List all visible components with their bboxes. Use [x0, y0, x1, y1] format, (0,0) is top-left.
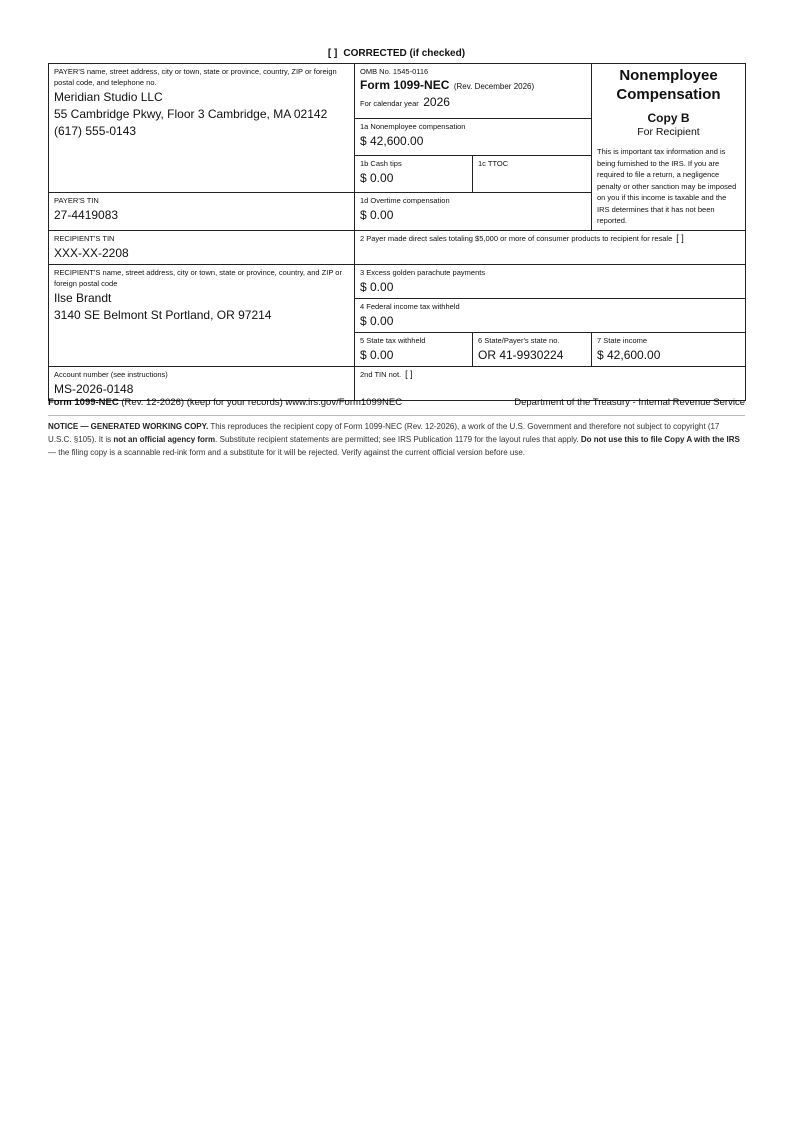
second-tin-checkbox[interactable]: [ ]: [405, 368, 413, 379]
form-name: Form 1099-NEC: [360, 78, 450, 92]
notice-part3: — the filing copy is a scannable red-ink form and a substitute for it will be rejected. Verify against the current official version before use.: [48, 448, 525, 457]
box-1c: [473, 156, 592, 193]
form-title-line2: Compensation: [616, 86, 721, 103]
payer-tin-label: PAYER'S TIN: [54, 196, 99, 206]
recipient-tin-cell: [49, 230, 355, 264]
second-tin-cell: [355, 366, 746, 400]
notice-part2: . Substitute recipient statements are permitted; see IRS Publication 1179 for the layout rules that apply.: [215, 435, 581, 444]
box-5-label: 5 State tax withheld: [360, 335, 426, 345]
recipient-info-label: RECIPIENT'S name, street address, city or town, state or province, country, and ZIP or foreign postal code: [54, 267, 342, 288]
form-1099-nec: [48, 63, 746, 401]
box-1a-value[interactable]: $ 42,600.00: [360, 134, 424, 149]
box-1b-value[interactable]: $ 0.00: [360, 171, 394, 186]
recipient-address: 3140 SE Belmont St Portland, OR 97214: [54, 307, 272, 322]
box-6: [473, 332, 592, 366]
box-4-value[interactable]: $ 0.00: [360, 313, 394, 328]
working-copy-notice: [48, 420, 745, 459]
form-title-line1: Nonemployee: [619, 67, 718, 84]
box-4-label: 4 Federal income tax withheld: [360, 301, 460, 311]
recipient-name: Ilse Brandt: [54, 290, 112, 305]
box-5-value[interactable]: $ 0.00: [360, 347, 394, 362]
account-number-value[interactable]: MS-2026-0148: [54, 381, 134, 396]
box-1c-label: 1c TTOC: [478, 159, 509, 169]
box-2-row: [360, 233, 740, 244]
payer-name: Meridian Studio LLC: [54, 90, 163, 104]
notice-bold2: Do not use this to file Copy A with the IRS: [580, 435, 740, 444]
box-7-label: 7 State income: [597, 335, 648, 345]
for-recipient-label: For Recipient: [637, 126, 700, 138]
box-7: [592, 332, 746, 366]
form-header-cell: [355, 64, 592, 119]
box-6-value[interactable]: OR 41-9930224: [478, 347, 564, 362]
second-tin-label: 2nd TIN not.: [360, 369, 402, 379]
box-6-label: 6 State/Payer's state no.: [478, 335, 560, 345]
calendar-year: 2026: [423, 95, 450, 109]
payer-info-label: PAYER'S name, street address, city or town, state or province, country, ZIP or foreign postal code, and telephone no.: [54, 67, 337, 87]
box-3-label: 3 Excess golden parachute payments: [360, 267, 486, 277]
box-2: [355, 230, 746, 264]
payer-info-cell: [49, 64, 355, 193]
box-3: [355, 264, 746, 298]
payer-tin-cell: [49, 193, 355, 230]
box-1d: [355, 193, 592, 230]
omb-number: OMB No. 1545-0116: [360, 67, 429, 76]
box-4: [355, 298, 746, 332]
footer-department: Department of the Treasury - Internal Revenue Service: [514, 397, 745, 408]
box-1a-label: 1a Nonemployee compensation: [360, 122, 466, 132]
box-2-label: 2 Payer made direct sales totaling $5,000 or more of consumer products to recipient for resale: [360, 233, 673, 243]
box-5: [355, 332, 473, 366]
payer-address: 55 Cambridge Pkwy, Floor 3 Cambridge, MA 02142: [54, 107, 328, 121]
notice-lead: NOTICE — GENERATED WORKING COPY.: [48, 422, 209, 431]
box-7-value[interactable]: $ 42,600.00: [597, 347, 661, 362]
notice-bold1: not an official agency form: [113, 435, 216, 444]
notice-part1: This reproduces the recipient copy of Form 1099-NEC (Rev. 12-2026), a work of the U.S. Government and therefore not subject to copyright (17 U.S.C. §105). It is: [48, 422, 720, 444]
recipient-tin-value[interactable]: XXX-XX-2208: [54, 245, 129, 260]
footer-form-rest: (Rev. 12-2026) (keep for your records) www.irs.gov/Form1099NEC: [118, 397, 403, 408]
recipient-tin-label: RECIPIENT'S TIN: [54, 233, 115, 243]
footer-form-name: Form 1099-NEC: [48, 397, 119, 408]
payer-tin-value[interactable]: 27-4419083: [54, 208, 119, 223]
recipient-info-cell: [49, 264, 355, 366]
footer-form-info: [48, 397, 402, 409]
box-3-value[interactable]: $ 0.00: [360, 279, 394, 294]
box-1b: [355, 156, 473, 193]
form-title-cell: [592, 64, 746, 231]
account-number-label: Account number (see instructions): [54, 369, 168, 379]
copy-label: Copy B: [647, 111, 690, 125]
tax-info-notice: This is important tax information and is being furnished to the IRS. If you are required to file a return, a negligence penalty or other sanction may be imposed on you if this income is taxable and the IRS determines that it has not been reported.: [597, 147, 737, 225]
box-1d-value[interactable]: $ 0.00: [360, 208, 394, 223]
calendar-year-label: For calendar year: [360, 99, 419, 108]
box-1d-label: 1d Overtime compensation: [360, 196, 450, 206]
corrected-checkbox-row: [48, 48, 745, 60]
box-2-checkbox[interactable]: [ ]: [676, 232, 684, 243]
box-1b-label: 1b Cash tips: [360, 159, 402, 169]
form-revision: (Rev. December 2026): [453, 82, 535, 91]
account-number-cell: [49, 366, 355, 400]
corrected-label: CORRECTED (if checked): [343, 48, 466, 59]
corrected-checkbox[interactable]: [ ]: [327, 48, 338, 59]
second-tin-row: [360, 369, 740, 380]
divider: [48, 415, 745, 416]
payer-phone: (617) 555-0143: [54, 124, 137, 138]
box-1a: [355, 119, 592, 156]
